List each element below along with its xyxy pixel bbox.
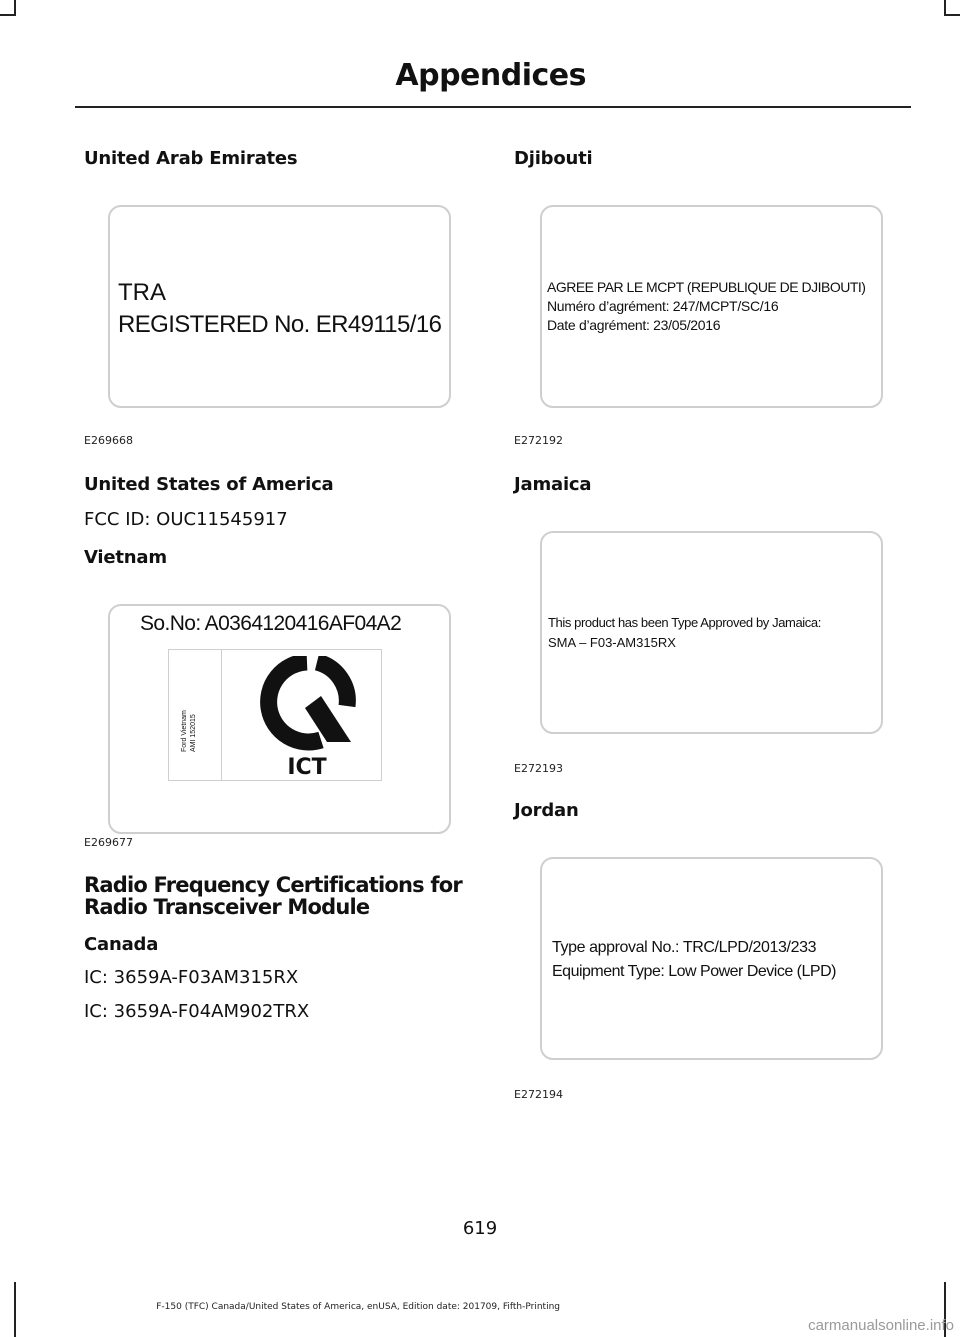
uae-label-line1: TRA bbox=[118, 279, 166, 306]
vietnam-side-text bbox=[177, 660, 201, 752]
heading-rf-cert-line2: Radio Transceiver Module bbox=[84, 895, 370, 919]
djibouti-line2: Numéro d’agrément: 247/MCPT/SC/16 bbox=[547, 298, 779, 314]
heading-usa: United States of America bbox=[84, 474, 334, 495]
uae-label-line2: REGISTERED No. ER49115/16 bbox=[118, 311, 442, 338]
jamaica-label-image bbox=[540, 531, 883, 734]
heading-rf-cert-line1: Radio Frequency Certifications for bbox=[84, 873, 462, 897]
ic-id-1: IC: 3659A-F03AM315RX bbox=[84, 967, 299, 988]
heading-uae: United Arab Emirates bbox=[84, 148, 298, 169]
jordan-label-image bbox=[540, 857, 883, 1060]
vietnam-label-image bbox=[108, 604, 451, 834]
vietnam-label-serial: So.No: A0364120416AF04A2 bbox=[140, 612, 402, 635]
heading-jordan: Jordan bbox=[514, 800, 579, 821]
djibouti-line1: AGREE PAR LE MCPT (REPUBLIQUE DE DJIBOUTI) bbox=[547, 279, 866, 295]
figure-id-uae: E269668 bbox=[84, 434, 133, 447]
crop-mark-top-left-h bbox=[0, 14, 16, 16]
watermark: carmanualsonline.info bbox=[808, 1317, 954, 1334]
jamaica-line1: This product has been Type Approved by Jamaica: bbox=[548, 615, 821, 630]
edition-info: F-150 (TFC) Canada/United States of America, enUSA, Edition date: 201709, Fifth-Printing bbox=[156, 1302, 560, 1312]
jamaica-line2: SMA – F03-AM315RX bbox=[548, 635, 676, 650]
figure-id-djibouti: E272192 bbox=[514, 434, 563, 447]
heading-djibouti: Djibouti bbox=[514, 148, 593, 169]
vietnam-frame-divider bbox=[221, 650, 222, 780]
heading-jamaica: Jamaica bbox=[514, 474, 592, 495]
djibouti-line3: Date d’agrément: 23/05/2016 bbox=[547, 317, 721, 333]
figure-id-jordan: E272194 bbox=[514, 1088, 563, 1101]
vietnam-side-text-1: Ford Vietnam bbox=[181, 710, 188, 752]
uae-label-image bbox=[108, 205, 451, 408]
jordan-line1: Type approval No.: TRC/LPD/2013/233 bbox=[552, 939, 817, 956]
jordan-line2: Equipment Type: Low Power Device (LPD) bbox=[552, 963, 836, 980]
crop-mark-top-right-h bbox=[944, 14, 960, 16]
vietnam-certificate-frame bbox=[168, 649, 382, 781]
fcc-id-text: FCC ID: OUC11545917 bbox=[84, 509, 288, 530]
page-number: 619 bbox=[462, 1218, 498, 1239]
figure-id-jamaica: E272193 bbox=[514, 762, 563, 775]
ict-logo-text: ICT bbox=[287, 755, 327, 780]
heading-canada: Canada bbox=[84, 934, 159, 955]
heading-vietnam: Vietnam bbox=[84, 547, 167, 568]
figure-id-vietnam: E269677 bbox=[84, 836, 133, 849]
page-title: Appendices bbox=[395, 58, 586, 93]
ict-q-logo-icon bbox=[247, 656, 367, 780]
djibouti-label-image bbox=[540, 205, 883, 408]
ic-id-2: IC: 3659A-F04AM902TRX bbox=[84, 1001, 310, 1022]
header-divider bbox=[75, 106, 911, 108]
vietnam-side-text-2: AMI 152015 bbox=[190, 714, 197, 752]
